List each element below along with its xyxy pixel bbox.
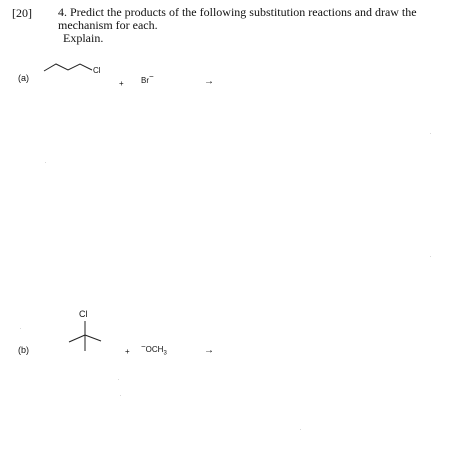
part-b-negative-charge: − (141, 342, 146, 351)
points-value: [20] (12, 6, 32, 20)
part-a-reaction-arrow: → (204, 76, 214, 87)
part-b-nucleophile (141, 342, 167, 357)
scan-speck (20, 328, 21, 329)
part-b-chlorine-label: Cl (79, 309, 88, 319)
scan-speck (45, 162, 46, 163)
scan-speck (118, 379, 119, 380)
question-line-2: Explain. (63, 31, 104, 45)
question-number: 4. (58, 5, 67, 19)
part-b-reaction-arrow: → (204, 345, 214, 356)
part-b-label: (b) (18, 345, 29, 355)
part-b-plus-sign: + (125, 347, 130, 356)
question-line-1: Predict the products of the following substitution reactions and draw the mechanism for each. (58, 5, 417, 32)
part-b-methoxide-subscript: 3 (163, 350, 167, 357)
scan-speck (430, 133, 431, 134)
scan-speck (120, 395, 121, 396)
part-a-bromide-label: Br (141, 76, 149, 85)
scan-speck (300, 429, 301, 430)
part-a-negative-charge: − (149, 72, 154, 81)
part-b-methoxide-label: OCH (145, 345, 164, 354)
part-a-label: (a) (18, 73, 29, 83)
part-b-bond-left (69, 335, 85, 342)
part-b-bond-right (85, 335, 101, 341)
scan-speck (430, 256, 431, 257)
part-a-chlorine-label: Cl (93, 66, 101, 75)
part-a-plus-sign: + (119, 79, 124, 88)
